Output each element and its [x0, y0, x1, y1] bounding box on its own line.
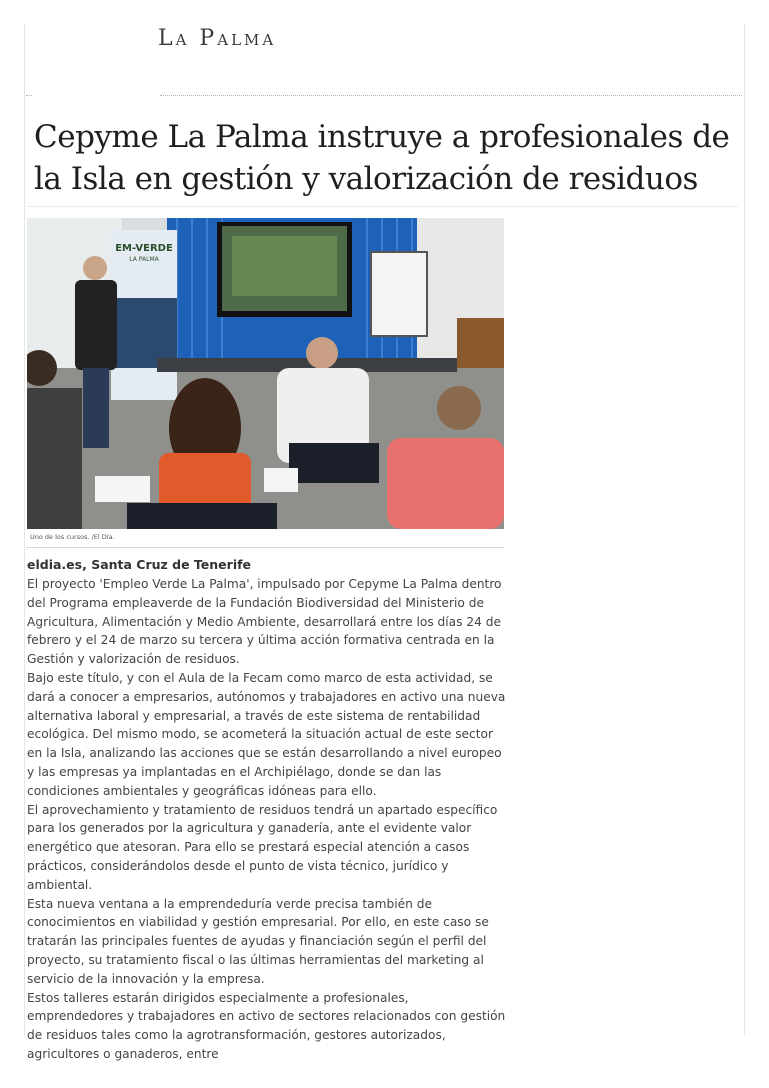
classroom-illustration — [27, 218, 504, 529]
photo-caption: Uno de los cursos. /El Día. — [30, 533, 115, 541]
divider-tick — [26, 95, 32, 96]
banner-subtitle: LA PALMA — [129, 256, 159, 263]
article-paragraph: El proyecto 'Empleo Verde La Palma', impulsado por Cepyme La Palma dentro del Programa empleaverde de la Fundación Biodiversidad del Ministerio de Agricultura, Alimentación y Medio Ambiente, desarrollará entre los días 24 de febrero y el 24 de marzo su tercera y última acción formativa centrada en la Gestión y valorización de residuos. — [27, 577, 502, 667]
article-headline: Cepyme La Palma instruye a profesionales de la Isla en gestión y valorización de residuos — [34, 119, 730, 197]
caption-divider — [26, 547, 504, 548]
article-paragraph: Esta nueva ventana a la emprendeduría verde precisa también de conocimientos en viabilidad y gestión empresarial. Por ello, en este caso se tratarán las principales fuentes de ayudas y financiación según el perfil del proyecto, su tratamiento fiscal o las últimas herramientas del marketing al servicio de la innovación y la empresa. — [27, 896, 489, 986]
section-title: La Palma — [158, 26, 277, 51]
page-border-right — [744, 24, 745, 1036]
article-paragraph: El aprovechamiento y tratamiento de residuos tendrá un apartado específico para los generados por la agricultura y ganadería, ante el evidente valor energético que atesoran. Para ello se prestará especial atención a casos prácticos, considerándolos desde el punto de vista técnico, jurídico y ambiental. — [27, 802, 498, 892]
article-source: eldia.es, Santa Cruz de Tenerife — [27, 557, 252, 572]
banner-title: EM-VERDE — [115, 243, 173, 254]
dotted-divider — [160, 95, 742, 96]
headline-divider — [26, 206, 738, 207]
article-paragraph: Estos talleres estarán dirigidos especialmente a profesionales, emprendedores y trabajadores en activo de sectores relacionados con gestión de residuos tales como la agrotransformación, gestores autorizados, agricultores o ganaderos, entre — [27, 990, 506, 1061]
page-border-left — [24, 24, 25, 1036]
article-paragraph: Bajo este título, y con el Aula de la Fecam como marco de esta actividad, se dará a conocer a empresarios, autónomos y trabajadores en activo una nueva alternativa laboral y empresarial, a través de este sistema de rentabilidad ecológica. Del mismo modo, se acometerá la situación actual de este sector en la Isla, analizando las acciones que se están desarrollando a nivel europeo y las empresas ya implantadas en el Archipiélago, donde se dan las condiciones ambientales y geográficas idóneas para ello. — [27, 670, 506, 798]
article-body — [27, 575, 507, 1064]
article-photo — [27, 218, 504, 529]
